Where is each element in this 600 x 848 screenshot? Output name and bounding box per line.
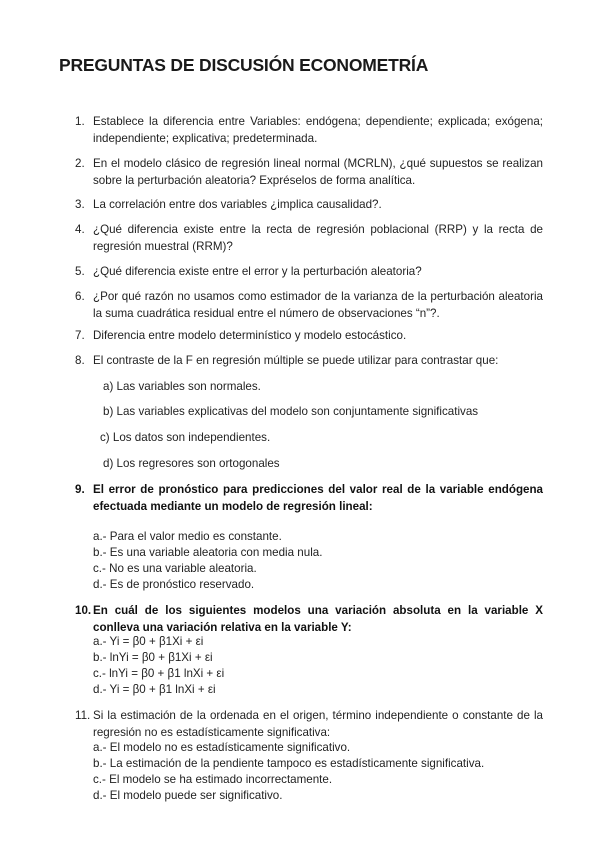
- question-10: [75, 603, 543, 636]
- option-a: a) Las variables son normales.: [103, 380, 261, 393]
- question-text: Si la estimación de la ordenada en el origen, término independiente o constante de la regresión no es estadísticamente significativa:: [93, 709, 543, 739]
- option-a: a.- Para el valor medio es constante.: [93, 530, 282, 543]
- question-text: En cuál de los siguientes modelos una variación absoluta en la variable X conlleva una variación relativa en la variable Y:: [93, 604, 543, 634]
- option-d: d.- Yi = β0 + β1 lnXi + εi: [93, 683, 216, 696]
- question-text: ¿Qué diferencia existe entre la recta de regresión poblacional (RRP) y la recta de regresión muestral (RRM)?: [93, 223, 543, 253]
- option-b: b.- Es una variable aleatoria con media nula.: [93, 546, 323, 559]
- option-a: a.- El modelo no es estadísticamente significativo.: [93, 741, 351, 754]
- question-2: [75, 156, 543, 189]
- question-text: La correlación entre dos variables ¿implica causalidad?.: [93, 198, 382, 211]
- question-number: 5.: [75, 265, 85, 278]
- question-1: [75, 114, 543, 147]
- option-d: d.- El modelo puede ser significativo.: [93, 789, 283, 802]
- question-4: [75, 222, 543, 255]
- option-d: d) Los regresores son ortogonales: [103, 457, 280, 470]
- question-text: El contraste de la F en regresión múltiple se puede utilizar para contrastar que:: [93, 354, 499, 367]
- question-number: 4.: [75, 223, 85, 236]
- question-number: 10.: [75, 604, 92, 617]
- option-c: c.- No es una variable aleatoria.: [93, 562, 257, 575]
- question-5: [75, 264, 543, 281]
- question-number: 7.: [75, 329, 85, 342]
- question-7: [75, 328, 543, 345]
- option-c: c.- lnYi = β0 + β1 lnXi + εi: [93, 667, 225, 680]
- question-number: 3.: [75, 198, 85, 211]
- question-text: En el modelo clásico de regresión lineal normal (MCRLN), ¿qué supuestos se realizan sobre la perturbación aleatoria? Expréselos de forma analítica.: [93, 157, 543, 187]
- option-d: d.- Es de pronóstico reservado.: [93, 578, 255, 591]
- question-6: [75, 289, 543, 322]
- option-c: c.- El modelo se ha estimado incorrectamente.: [93, 773, 333, 786]
- question-text: ¿Qué diferencia existe entre el error y la perturbación aleatoria?: [93, 265, 422, 278]
- question-number: 2.: [75, 157, 85, 170]
- question-text: ¿Por qué razón no usamos como estimador de la varianza de la perturbación aleatoria la suma cuadrática residual entre el número de observaciones “n”?.: [93, 290, 543, 320]
- question-3: [75, 197, 543, 214]
- question-number: 8.: [75, 354, 85, 367]
- question-text: Diferencia entre modelo determinístico y modelo estocástico.: [93, 329, 407, 342]
- page-title: PREGUNTAS DE DISCUSIÓN ECONOMETRÍA: [59, 55, 429, 75]
- option-b: b.- lnYi = β0 + β1Xi + εi: [93, 651, 213, 664]
- option-a: a.- Yi = β0 + β1Xi + εi: [93, 635, 204, 648]
- question-11: [75, 708, 543, 741]
- question-number: 11.: [75, 709, 91, 722]
- question-8: [75, 353, 543, 370]
- question-number: 1.: [75, 115, 85, 128]
- question-text: Establece la diferencia entre Variables: endógena; dependiente; explicada; exógena; independiente; explicativa; predeterminada.: [93, 115, 543, 145]
- option-b: b.- La estimación de la pendiente tampoco es estadísticamente significativa.: [93, 757, 485, 770]
- question-number: 6.: [75, 290, 85, 303]
- question-text: El error de pronóstico para predicciones del valor real de la variable endógena efectuada mediante un modelo de regresión lineal:: [93, 483, 543, 513]
- option-b: b) Las variables explicativas del modelo son conjuntamente significativas: [103, 405, 479, 418]
- option-c: c) Los datos son independientes.: [100, 431, 271, 444]
- question-number: 9.: [75, 483, 85, 496]
- question-9: [75, 482, 543, 515]
